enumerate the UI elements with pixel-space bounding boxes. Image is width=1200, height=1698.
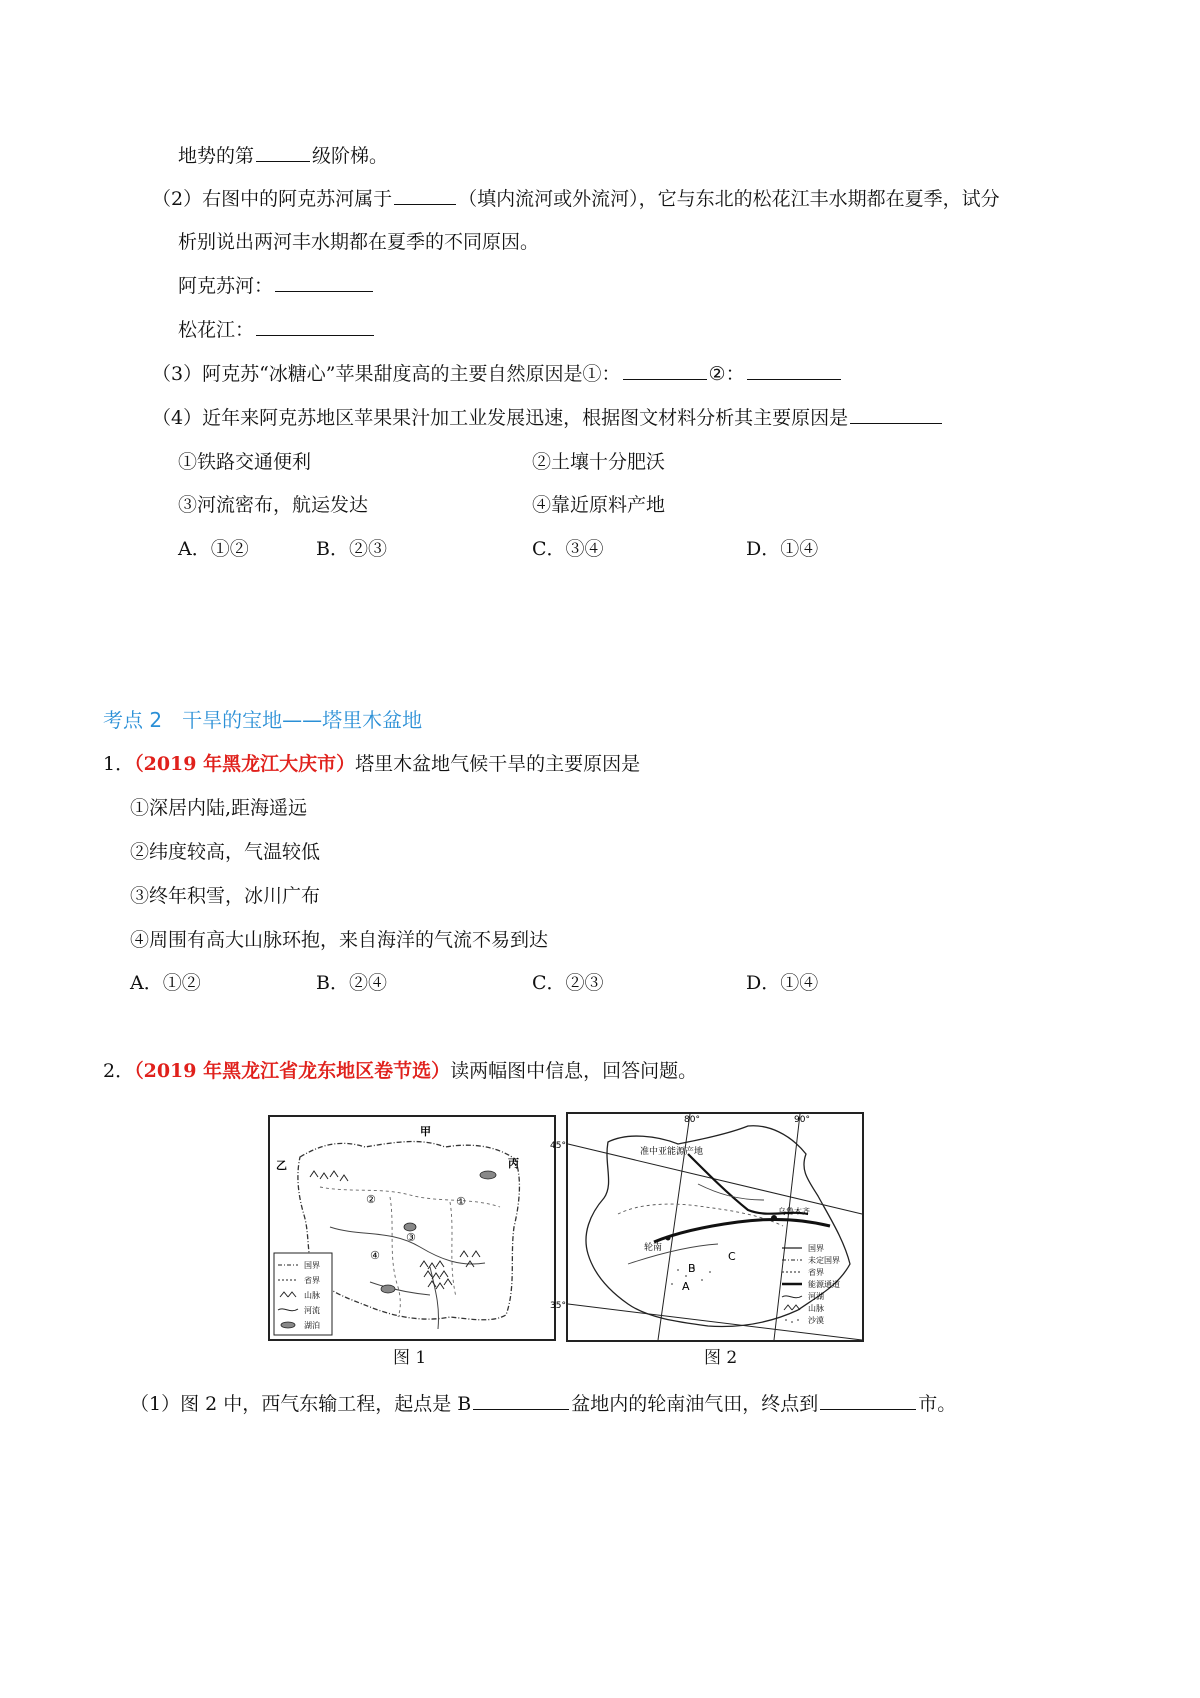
- blank: [256, 143, 310, 162]
- legend-label: 国界: [304, 1261, 320, 1270]
- text: （2）右图中的阿克苏河属于: [152, 188, 393, 210]
- prev-option-b: B．②③: [316, 538, 387, 560]
- blank: [275, 273, 373, 292]
- river: [628, 1244, 718, 1264]
- energy-corridor: [654, 1219, 830, 1242]
- prev-option-a: A．①②: [178, 538, 249, 560]
- text: 地势的第: [178, 145, 255, 167]
- legend-label: 沙漠: [808, 1316, 824, 1325]
- label-urumqi: 乌鲁木齐: [778, 1207, 810, 1216]
- q1-item-4: ④周围有高大山脉环抱，来自海洋的气流不易到达: [130, 929, 549, 951]
- text: 级阶梯。: [312, 145, 389, 167]
- blank: [256, 317, 374, 336]
- q1-stem: [103, 751, 640, 777]
- blank: [747, 361, 841, 380]
- aksu-answer-line: [178, 273, 375, 299]
- prev-sub2: [152, 186, 1000, 212]
- label-2: ②: [366, 1193, 376, 1206]
- section-heading: 考点 2 干旱的宝地——塔里木盆地: [103, 708, 423, 732]
- mountain-range: [310, 1171, 480, 1289]
- prev-item-4: ④靠近原料产地: [532, 494, 666, 516]
- question-text: 读两幅图中信息，回答问题。: [450, 1060, 698, 1082]
- blank: [850, 405, 942, 424]
- blank: [394, 186, 456, 205]
- legend-label: 河流: [304, 1306, 320, 1315]
- text: 阿克苏河：: [178, 275, 274, 297]
- blank: [820, 1391, 916, 1410]
- legend-label: 省界: [304, 1276, 320, 1285]
- q1-item-3: ③终年积雪，冰川广布: [130, 885, 321, 907]
- province-border: [618, 1204, 783, 1226]
- label-3: ③: [406, 1231, 416, 1244]
- label-jia: 甲: [420, 1125, 431, 1138]
- prev-option-d: D．①④: [746, 538, 819, 560]
- figure-1-caption: 图 1: [393, 1348, 427, 1368]
- question-source: （2019 年黑龙江大庆市）: [134, 753, 356, 775]
- text: 市。: [918, 1393, 957, 1415]
- question-text: 塔里木盆地气候干旱的主要原因是: [355, 753, 641, 775]
- q1-option-c: C．②③: [532, 972, 604, 994]
- legend-symbol: [784, 1305, 800, 1310]
- label-lon90: 90°: [794, 1115, 810, 1125]
- prev-sub4: [152, 405, 944, 431]
- figure-1-svg: [270, 1117, 554, 1339]
- songhua-answer-line: [178, 317, 376, 343]
- label-A: A: [682, 1280, 690, 1293]
- legend-label: 省界: [808, 1268, 824, 1277]
- legend-label: 山脉: [808, 1304, 824, 1313]
- lunnan-point: [666, 1236, 671, 1241]
- figure-1-map: [268, 1115, 556, 1341]
- figure-2-caption: 图 2: [704, 1348, 738, 1368]
- blank: [623, 361, 707, 380]
- legend-label: 山脉: [304, 1291, 320, 1300]
- question-source: （2019 年黑龙江省龙东地区卷节选）: [134, 1060, 451, 1082]
- legend-symbol: [785, 1319, 799, 1323]
- prev-option-c: C．③④: [532, 538, 604, 560]
- legend-symbol: [782, 1296, 802, 1298]
- lake: [404, 1223, 416, 1231]
- figure-2-map: [550, 1112, 864, 1342]
- river: [698, 1184, 764, 1200]
- label-yi: 乙: [276, 1159, 287, 1172]
- prev-item-2: ②土壤十分肥沃: [532, 451, 666, 473]
- text: 松花江：: [178, 319, 255, 341]
- prev-item-3: ③河流密布，航运发达: [178, 494, 369, 516]
- blank: [473, 1391, 569, 1410]
- prev-item-1: ①铁路交通便利: [178, 451, 312, 473]
- legend-label: 未定国界: [808, 1256, 840, 1265]
- q1-option-d: D．①④: [746, 972, 819, 994]
- label-bing: 丙: [508, 1157, 519, 1170]
- q1-option-a: A．①②: [130, 972, 201, 994]
- label-C: C: [728, 1250, 736, 1263]
- urumqi-point: [771, 1215, 777, 1221]
- prev-line-continuation: [178, 143, 388, 169]
- q1-option-b: B．②④: [316, 972, 387, 994]
- label-title: 准中亚能源产地: [640, 1147, 704, 1157]
- legend-symbol: [281, 1322, 295, 1328]
- label-lat45: 45°: [550, 1141, 566, 1151]
- q1-item-1: ①深居内陆,距海遥远: [130, 797, 308, 819]
- legend-label: 湖泊: [304, 1321, 320, 1330]
- text: （填内流河或外流河），它与东北的松花江丰水期都在夏季，试分: [458, 188, 1000, 210]
- text: ②：: [708, 363, 745, 385]
- lake: [480, 1171, 496, 1179]
- question-number: 1．: [103, 753, 135, 775]
- text: （1）图 2 中，西气东输工程，起点是 B: [130, 1393, 472, 1415]
- prev-sub3: [152, 361, 843, 387]
- q2-sub1: [130, 1391, 956, 1417]
- question-number: 2．: [103, 1060, 135, 1082]
- q1-item-2: ②纬度较高，气温较低: [130, 841, 321, 863]
- legend-label: 能源通道: [808, 1280, 840, 1289]
- label-1: ①: [456, 1195, 466, 1208]
- text: （3）阿克苏“冰糖心”苹果甜度高的主要自然原因是①：: [152, 363, 621, 385]
- figure-2-svg: [550, 1114, 862, 1340]
- text: 盆地内的轮南油气田，终点到: [571, 1393, 819, 1415]
- river: [370, 1282, 430, 1295]
- label-lunnan: 轮南: [644, 1243, 663, 1253]
- province-border: [390, 1197, 400, 1317]
- legend-label: 河湖: [808, 1292, 824, 1301]
- label-lat35: 35°: [550, 1301, 566, 1311]
- text: （4）近年来阿克苏地区苹果果汁加工业发展迅速，根据图文材料分析其主要原因是: [152, 407, 849, 429]
- label-lon80: 80°: [684, 1115, 700, 1125]
- q2-stem: [103, 1058, 697, 1084]
- label-B: B: [688, 1262, 696, 1275]
- prev-sub2-cont: 析别说出两河丰水期都在夏季的不同原因。: [178, 231, 540, 253]
- province-border: [320, 1187, 500, 1207]
- legend-label: 国界: [808, 1244, 824, 1253]
- lake: [381, 1285, 395, 1293]
- label-4: ④: [370, 1249, 380, 1262]
